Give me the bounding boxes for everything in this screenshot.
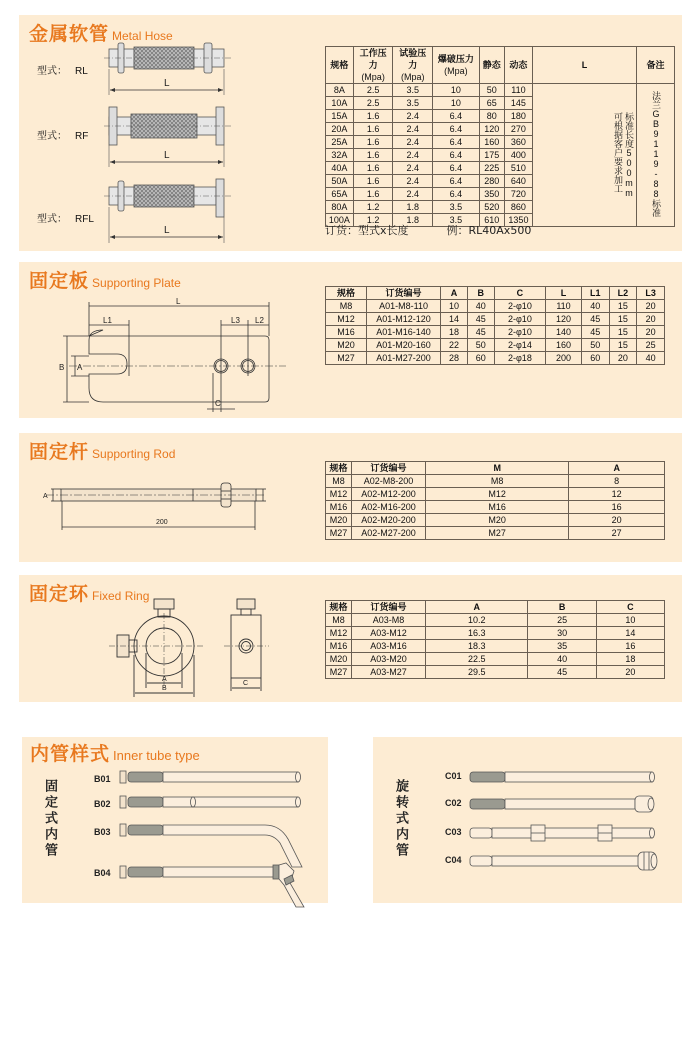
table-row: M27 A01-M27-200 28 60 2-φ18 200 60 20 40: [326, 352, 665, 365]
table-row: 8A 2.5 3.5 10 50 110 标准长度500mm 可根据客户要求加工 法兰GB9119-88标准: [326, 84, 675, 97]
table-row: 50A 1.6 2.4 6.4 280 640: [326, 175, 675, 188]
supporting-rod-spec-table: 规格 订货编号 M A M8 A02-M8-200 M8 8 M12 A02-M12-200 M12 12 M16 A02-M16-200 M16 16 M20 A02-M20-200 M20 20 M27 A02-M27-200 M27 27: [325, 461, 665, 540]
col-header: 静态: [479, 47, 504, 84]
table-row: 10A 2.5 3.5 10 65 145: [326, 97, 675, 110]
tube-b04-label: B04: [94, 868, 111, 878]
tube-c02-label: C02: [445, 798, 462, 808]
table-row: M16 A01-M16-140 18 45 2-φ10 140 45 15 20: [326, 326, 665, 339]
hose-type-rf: 型式： RF: [37, 131, 89, 142]
col-header: 试验压力 (Mpa): [393, 47, 433, 84]
table-row: M8 A01-M8-110 10 40 2-φ10 110 40 15 20: [326, 300, 665, 313]
table-row: M16 A02-M16-200 M16 16: [326, 501, 665, 514]
metal-hose-panel: [19, 15, 682, 251]
svg-text:L1: L1: [103, 316, 112, 325]
table-row: 15A 1.6 2.4 6.4 80 180: [326, 110, 675, 123]
table-row: M12 A02-M12-200 M12 12: [326, 488, 665, 501]
table-row: 20A 1.6 2.4 6.4 120 270: [326, 123, 675, 136]
rotary-inner-tube-label: 旋转式内管: [393, 779, 408, 859]
svg-text:C: C: [215, 399, 221, 408]
col-header: 动态: [504, 47, 532, 84]
col-header: 备注: [636, 47, 674, 84]
table-row: 32A 1.6 2.4 6.4 175 400: [326, 149, 675, 162]
table-row: 80A 1.2 1.8 3.5 520 860: [326, 201, 675, 214]
supporting-plate-spec-table: 规格 订货编号 A B C L L1 L2 L3 M8 A01-M8-110 10 40 2-φ10 110 40 15 20 M12 A01-M12-120 14 45 2-φ10 120 45 15 20 M16 A01-M16-140 18 45 2-φ10 140 45 15 20 M20 A01-M20-160 22 50 2-φ14 160 50 15 25 M27 A01-M27-200 28 60 2-φ18 200 60 20 40: [325, 286, 665, 365]
hose-rfl-drawing: [84, 177, 244, 247]
fixed-ring-title: 固定环 Fixed Ring: [29, 583, 150, 605]
svg-text:A: A: [43, 493, 48, 500]
supporting-rod-panel: [19, 433, 682, 562]
tube-b01-label: B01: [94, 774, 111, 784]
col-header: L: [532, 47, 636, 84]
fixed-ring-drawing: [109, 593, 329, 703]
table-row: 25A 1.6 2.4 6.4 160 360: [326, 136, 675, 149]
supporting-plate-title: 固定板 Supporting Plate: [29, 270, 181, 292]
svg-text:200: 200: [156, 519, 168, 526]
table-row: M12 A01-M12-120 14 45 2-φ10 120 45 15 20: [326, 313, 665, 326]
inner-tube-rotary-panel: [373, 737, 682, 903]
title-cn: 金属软管: [29, 23, 110, 45]
table-row: M20 A02-M20-200 M20 20: [326, 514, 665, 527]
svg-text:L: L: [176, 297, 181, 306]
tube-c03-label: C03: [445, 827, 462, 837]
supporting-plate-drawing: [41, 292, 301, 412]
hose-rf-drawing: [84, 103, 244, 178]
table-row: M8 A03-M8 10.2 25 10: [326, 614, 665, 627]
table-row: M20 A01-M20-160 22 50 2-φ14 160 50 15 25: [326, 339, 665, 352]
table-row: M8 A02-M8-200 M8 8: [326, 475, 665, 488]
svg-text:L: L: [164, 150, 170, 161]
table-row: 65A 1.6 2.4 6.4 350 720: [326, 188, 675, 201]
svg-text:A: A: [77, 363, 83, 372]
svg-text:A: A: [162, 676, 167, 683]
table-row: 100A 1.2 1.8 3.5 610 1350: [326, 214, 675, 227]
title-en: Metal Hose: [112, 29, 173, 43]
table-row: 40A 1.6 2.4 6.4 225 510: [326, 162, 675, 175]
table-row: M27 A02-M27-200 M27 27: [326, 527, 665, 540]
metal-hose-spec-table: [325, 46, 675, 227]
svg-text:C: C: [243, 680, 249, 687]
rotary-inner-tubes-drawing: [468, 767, 668, 907]
order-format: 订货：型式x长度 例：RL40Ax500: [325, 224, 532, 237]
svg-text:L3: L3: [231, 316, 240, 325]
remark-cell: 法兰GB9119-88标准: [636, 84, 674, 227]
hose-type-rl: 型式： RL: [37, 66, 88, 77]
table-row: M16 A03-M16 18.3 35 16: [326, 640, 665, 653]
col-header: 工作压力 (Mpa): [353, 47, 393, 84]
fixed-ring-spec-table: 规格 订货编号 A B C M8 A03-M8 10.2 25 10 M12 A03-M12 16.3 30 14 M16 A03-M16 18.3 35 16 M20 A03-M20 22.5 40 18 M27 A03-M27 29.5 45 20: [325, 600, 665, 679]
svg-text:L: L: [164, 225, 170, 236]
col-header: 爆破压力 (Mpa): [433, 47, 480, 84]
l-note-cell: 标准长度500mm 可根据客户要求加工: [532, 84, 636, 227]
table-row: M20 A03-M20 22.5 40 18: [326, 653, 665, 666]
tube-b03-label: B03: [94, 827, 111, 837]
col-header: 规格: [326, 47, 354, 84]
supporting-rod-title: 固定杆 Supporting Rod: [29, 441, 176, 463]
fixed-inner-tubes-drawing: [120, 767, 320, 927]
tube-b02-label: B02: [94, 799, 111, 809]
supporting-plate-panel: [19, 262, 682, 418]
svg-text:L2: L2: [255, 316, 264, 325]
svg-text:B: B: [59, 363, 65, 372]
supporting-rod-drawing: [41, 478, 281, 548]
hose-type-rfl: 型式： RFL: [37, 214, 94, 225]
svg-text:L: L: [164, 78, 170, 89]
inner-tube-fixed-panel: [22, 737, 328, 903]
fixed-ring-panel: [19, 575, 682, 702]
tube-c01-label: C01: [445, 771, 462, 781]
table-row: M12 A03-M12 16.3 30 14: [326, 627, 665, 640]
svg-text:B: B: [162, 685, 167, 692]
tube-c04-label: C04: [445, 855, 462, 865]
table-row: M27 A03-M27 29.5 45 20: [326, 666, 665, 679]
fixed-inner-tube-label: 固定式内管: [42, 779, 57, 859]
inner-tube-title: 内管样式 Inner tube type: [30, 743, 200, 765]
